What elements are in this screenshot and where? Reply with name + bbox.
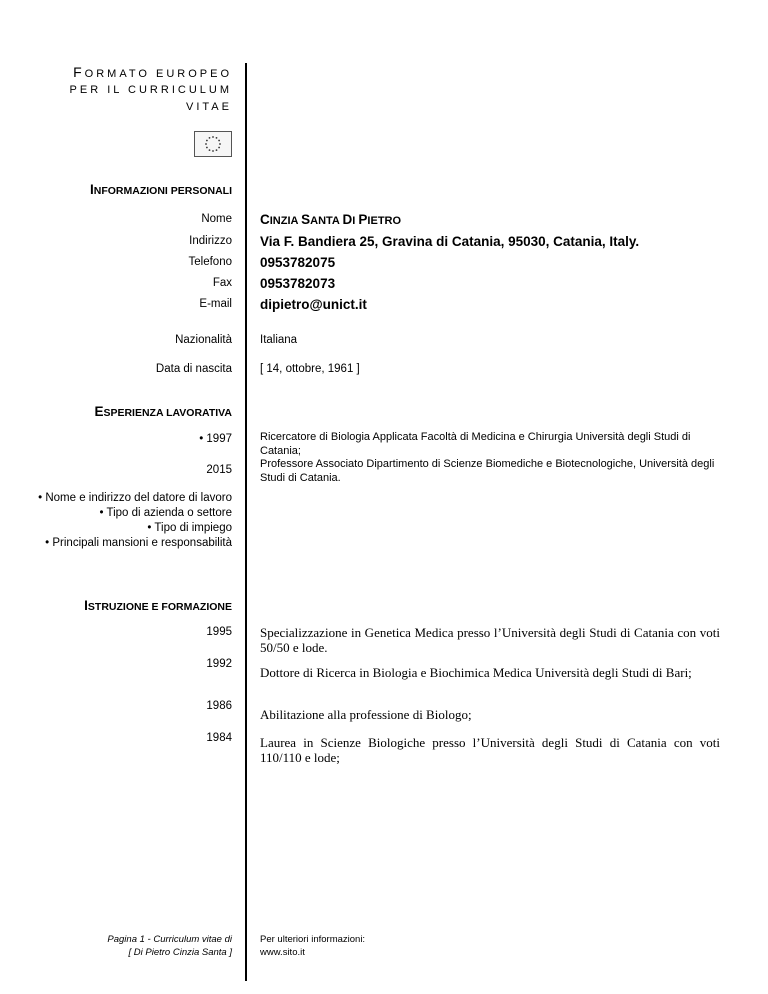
vertical-divider [245, 63, 247, 981]
edu-item-3: Abilitazione alla professione di Biologo; [260, 707, 472, 722]
doc-title-line2: PER IL CURRICULUM [69, 84, 232, 96]
responsibilities-label: • Principali mansioni e responsabilità [45, 537, 232, 549]
work-description [260, 431, 720, 485]
work-year-end: 2015 [206, 464, 232, 476]
footer-page-line: Pagina 1 - Curriculum vitae di [107, 934, 232, 945]
section-personal-info: INFORMAZIONI PERSONALI [89, 182, 232, 197]
edu-year-2: 1992 [206, 658, 232, 670]
work-role-1: Ricercatore di Biologia Applicata Facoltà di Medicina e Chirurgia Università degli Studi di Catania; [260, 431, 691, 457]
edu-year-4: 1984 [206, 732, 232, 744]
edu-item-2: Dottore di Ricerca in Biologia e Biochimica Medica Università degli Studi di Bari; [260, 665, 692, 680]
name-value: CINZIA SANTA DI PIETRO [260, 212, 402, 227]
work-year-start: • 1997 [199, 433, 232, 445]
eu-flag-icon [194, 131, 232, 157]
edu-year-1: 1995 [206, 626, 232, 638]
phone-value: 0953782075 [260, 255, 336, 270]
email-value: dipietro@unict.it [260, 297, 367, 312]
doc-title-line3: VITAE [186, 101, 232, 113]
email-label: E-mail [199, 298, 232, 310]
footer-info-label: Per ulteriori informazioni: [260, 934, 366, 945]
address-value: Via F. Bandiera 25, Gravina di Catania, 95030, Catania, Italy. [260, 234, 640, 249]
nationality-label: Nazionalità [175, 334, 232, 346]
name-label: Nome [201, 213, 232, 225]
edu-item-1: Specializzazione in Genetica Medica presso l’Università degli Studi di Catania con voti 50/50 e lode. [260, 625, 720, 655]
birth-label: Data di nascita [155, 363, 232, 375]
footer-page-info [107, 934, 232, 959]
work-field-labels [32, 491, 232, 551]
fax-label: Fax [212, 277, 232, 289]
doc-title-line1: FORMATO EUROPEO [73, 64, 232, 80]
section-education: ISTRUZIONE E FORMAZIONE [84, 598, 232, 613]
footer-site-link[interactable]: www.sito.it [260, 946, 305, 958]
sector-label: • Tipo di azienda o settore [99, 507, 232, 519]
eu-stars-icon [195, 132, 231, 156]
nationality-value: Italiana [260, 334, 298, 346]
section-work-experience: ESPERIENZA LAVORATIVA [94, 404, 232, 419]
employment-type-label: • Tipo di impiego [147, 522, 232, 534]
fax-value: 0953782073 [260, 276, 336, 291]
footer-more-info [260, 934, 365, 959]
edu-item-4: Laurea in Scienze Biologiche presso l’Università degli Studi di Catania con voti 110/110 e lode; [260, 735, 720, 765]
birth-value: [ 14, ottobre, 1961 ] [260, 363, 360, 375]
footer-owner-line: [ Di Pietro Cinzia Santa ] [128, 946, 232, 958]
edu-year-3: 1986 [206, 700, 232, 712]
phone-label: Telefono [188, 256, 232, 268]
employer-label: • Nome e indirizzo del datore di lavoro [38, 492, 232, 504]
address-label: Indirizzo [189, 235, 232, 247]
work-role-2: Professore Associato Dipartimento di Scienze Biomediche e Biotecnologiche, Università degli Studi di Catania. [260, 458, 715, 484]
